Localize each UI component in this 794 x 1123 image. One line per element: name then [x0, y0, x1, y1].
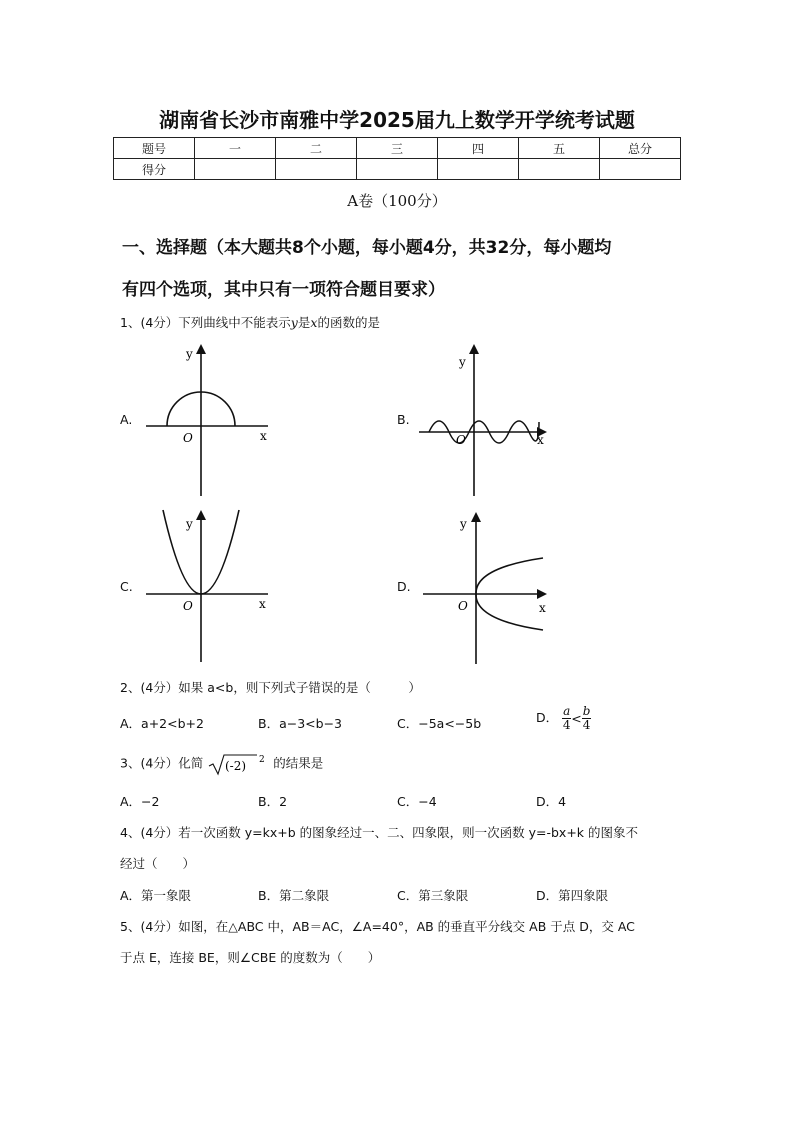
question-1-stem	[120, 313, 380, 331]
x-label: x	[260, 429, 267, 443]
origin-label: O	[183, 599, 193, 613]
graph-b-label: B.	[397, 412, 410, 427]
q1-var-x: x	[310, 315, 318, 330]
score-header-cell: 一	[195, 138, 276, 159]
score-row-label: 得分	[114, 159, 195, 180]
graph-a	[140, 340, 280, 500]
radicand: (-2)	[225, 759, 247, 773]
y-label: y	[460, 517, 467, 531]
q3-option-d: D．4	[536, 794, 567, 809]
score-table	[113, 137, 681, 180]
graph-b	[415, 340, 555, 500]
graph-c	[140, 508, 280, 666]
fraction-numerator: b	[582, 704, 591, 718]
fraction-denominator: 4	[582, 718, 591, 732]
fraction-numerator: a	[563, 704, 571, 718]
q4-option-d: D．第四象限	[536, 888, 609, 903]
score-cell	[357, 159, 438, 180]
q1-mid: 是	[297, 315, 311, 330]
question-5-line2: 于点 E，连接 BE，则∠CBE 的度数为（ ）	[120, 950, 381, 965]
score-cell	[438, 159, 519, 180]
q3-stem-pre: 3、(4分）化简	[120, 755, 204, 771]
y-label: y	[186, 517, 193, 531]
section1-heading-line1: 一、选择题（本大题共8个小题，每小题4分，共32分，每小题均	[122, 238, 612, 258]
q2-option-c: C．−5a<−5b	[397, 716, 482, 731]
q2-option-d	[536, 705, 591, 732]
graph-a-label: A.	[120, 412, 133, 427]
score-header-cell: 三	[357, 138, 438, 159]
graph-d	[415, 508, 555, 666]
q4-option-c: C．第三象限	[397, 888, 469, 903]
q3-option-b: B．2	[258, 794, 288, 809]
question-4-line2: 经过（ ）	[120, 856, 196, 871]
section1-heading-line2: 有四个选项，其中只有一项符合题目要求）	[122, 280, 445, 300]
q2-option-d-label: D．	[536, 710, 559, 725]
exponent: 2	[259, 755, 266, 765]
score-cell	[519, 159, 600, 180]
score-cell	[195, 159, 276, 180]
x-label: x	[537, 433, 544, 447]
score-header-cell: 五	[519, 138, 600, 159]
q4-option-b: B．第二象限	[258, 888, 330, 903]
score-header-cell: 题号	[114, 138, 195, 159]
y-label: y	[186, 347, 193, 361]
exam-title: 湖南省长沙市南雅中学2025届九上数学开学统考试题	[159, 108, 635, 132]
y-axis-arrow	[471, 512, 481, 522]
graph-c-label: C.	[120, 579, 133, 594]
score-table-header-row	[114, 138, 681, 159]
x-axis-arrow	[537, 589, 547, 599]
question-3-stem	[120, 752, 323, 776]
less-than-sign: <	[571, 711, 582, 726]
question-2-stem: 2、(4分）如果 a<b，则下列式子错误的是（ ）	[120, 680, 421, 695]
q3-option-c: C．−4	[397, 794, 437, 809]
q1-var-y: y	[290, 315, 298, 330]
graph-d-label: D.	[397, 579, 411, 594]
q3-stem-post: 的结果是	[273, 755, 324, 771]
y-axis-arrow	[469, 344, 479, 354]
question-4-line1: 4、(4分）若一次函数 y=kx+b 的图象经过一、二、四象限，则一次函数 y=-bx+k 的图象不	[120, 825, 639, 840]
score-header-cell: 二	[276, 138, 357, 159]
q3-option-a: A．−2	[120, 794, 160, 809]
y-axis-arrow	[196, 510, 206, 520]
fraction-denominator: 4	[562, 718, 571, 732]
y-label: y	[459, 355, 466, 369]
score-header-cell: 总分	[600, 138, 681, 159]
section-a-heading: A卷（100分）	[347, 192, 447, 210]
origin-label: O	[456, 433, 466, 447]
sqrt-expression	[207, 752, 269, 776]
question-5-line1: 5、(4分）如图，在△ABC 中，AB＝AC，∠A=40°，AB 的垂直平分线交 AB 于点 D，交 AC	[120, 919, 635, 934]
fraction-b-over-4	[582, 705, 592, 732]
q2-option-a: A．a+2<b+2	[120, 716, 204, 731]
q1-prefix: 1、(4分）下列曲线中不能表示	[120, 315, 291, 330]
score-table-score-row	[114, 159, 681, 180]
score-cell	[276, 159, 357, 180]
fraction-a-over-4	[562, 705, 571, 732]
q2-option-b: B．a−3<b−3	[258, 716, 342, 731]
score-cell	[600, 159, 681, 180]
y-axis-arrow	[196, 344, 206, 354]
x-label: x	[539, 601, 546, 615]
q4-option-a: A．第一象限	[120, 888, 192, 903]
x-label: x	[259, 597, 266, 611]
origin-label: O	[183, 431, 193, 445]
origin-label: O	[458, 599, 468, 613]
score-header-cell: 四	[438, 138, 519, 159]
q1-suffix: 的函数的是	[317, 315, 380, 330]
